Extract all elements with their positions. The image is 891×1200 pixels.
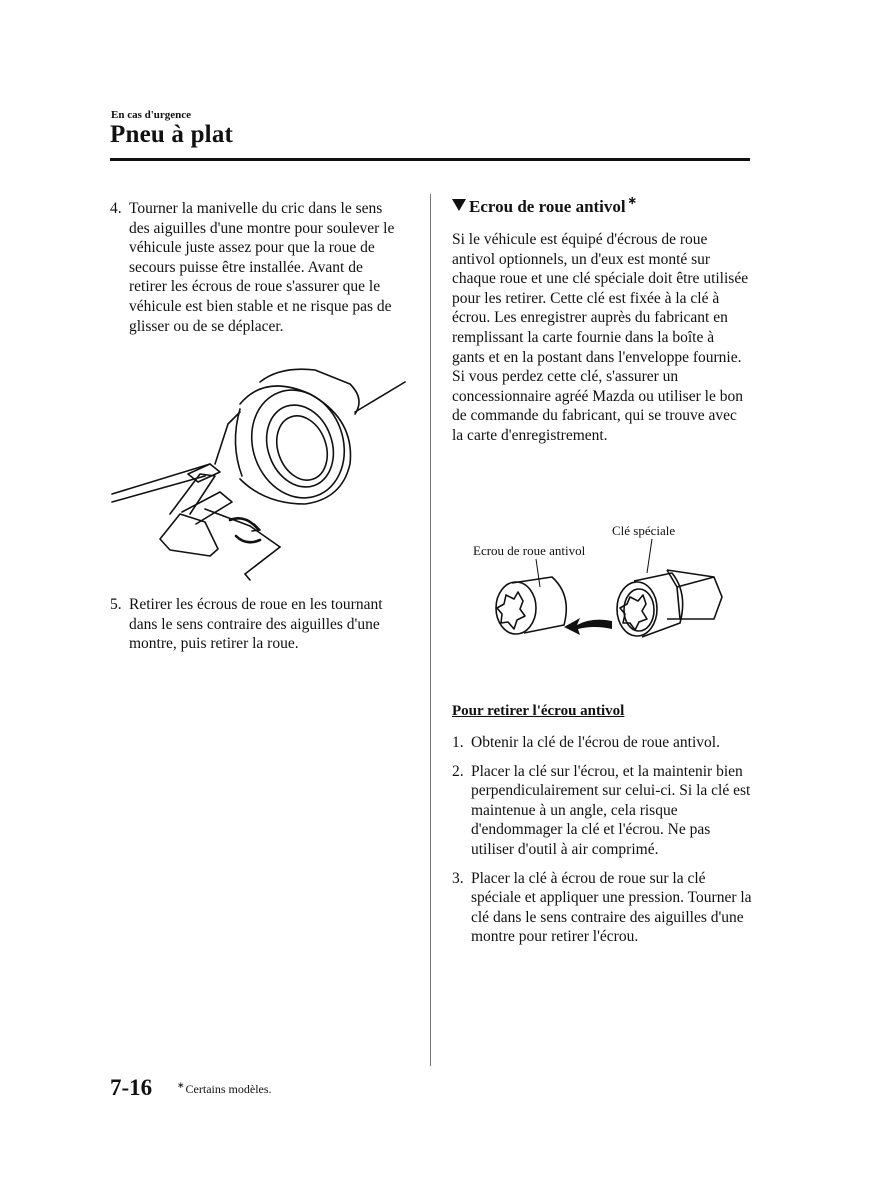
step-text: Tourner la manivelle du cric dans le sens des aiguilles d'une montre pour soulever le véhicule juste assez pour que la roue de secours puisse être installée. Avant de retirer les écrous de roue s'assurer que le véhicule est bien stable et ne risque pas de glisser ou de se déplacer.: [129, 200, 395, 335]
step-text: Retirer les écrous de roue en les tournant dans le sens contraire des aiguilles d'une montre, puis retirer la roue.: [129, 596, 383, 653]
wheel-arch: [260, 369, 359, 414]
heading-text: Ecrou de roue antivol: [469, 197, 626, 216]
tire-outer: [240, 386, 351, 504]
lock-nut-body: [512, 577, 566, 633]
jack-illustration: [110, 364, 410, 586]
lock-nut-pattern: [497, 592, 525, 629]
section-label: En cas d'urgence: [111, 109, 192, 121]
footnote-marker: ∗: [177, 1080, 185, 1090]
step-text: Placer la clé à écrou de roue sur la clé spéciale et appliquer une pression. Tourner la clé dans le sens contraire des aiguilles d'une montre pour retirer l'écrou.: [471, 869, 752, 946]
step-text: Placer la clé sur l'écrou, et la maintenir bien perpendiculairement sur celui-ci. Si la clé est maintenue à un angle, cela risque d'endommager la clé et l'écrou. Ne pas utiliser d'outil à air comprimé.: [471, 762, 751, 858]
special-key-label: Clé spéciale: [612, 523, 676, 538]
step-5: [110, 595, 400, 654]
insert-arrow-icon: [564, 618, 612, 635]
removal-subheading: Pour retirer l'écrou antivol: [452, 703, 625, 719]
special-key-pattern: [620, 595, 647, 630]
jack-base: [160, 514, 218, 556]
step-4: [110, 199, 400, 336]
footnote: [177, 1082, 272, 1097]
lock-nut-illustration: [452, 515, 752, 665]
step-number: 5.: [110, 596, 122, 613]
section-heading: [452, 197, 637, 217]
page-title: Pneu à plat: [110, 121, 234, 148]
step-text: Obtenir la clé de l'écrou de roue antivol.: [471, 734, 720, 751]
asterisk-marker: ∗: [627, 195, 637, 207]
removal-steps: [452, 733, 752, 956]
removal-step-1: [452, 733, 752, 753]
removal-step-3: [452, 869, 752, 947]
footnote-text: Certains modèles.: [185, 1082, 272, 1096]
title-rule: [110, 158, 750, 161]
step-number: 4.: [110, 200, 122, 217]
step-number: 2.: [452, 762, 464, 780]
column-divider: [430, 194, 431, 1066]
removal-step-2: [452, 762, 752, 860]
step-number: 1.: [452, 734, 464, 751]
page-number: 7-16: [110, 1075, 153, 1100]
crank-handle: [250, 526, 280, 547]
lock-nut-description: Si le véhicule est équipé d'écrous de roue antivol optionnels, un d'eux est monté sur chaque roue et une clé spéciale doit être utilisée pour les retirer. Cette clé est fixée à la clé à écrou. Les enregistrer auprès du fabricant en remplissant la carte fournie dans la boîte à gants et en la postant dans l'enveloppe fournie. Si vous perdez cette clé, s'assurer un concessionnaire agréé Mazda ou utiliser le bon de commande du fabricant, qui se trouve avec la carte d'enregistrement.: [452, 231, 749, 444]
step-number: 3.: [452, 869, 464, 887]
lock-nut-label: Ecrou de roue antivol: [473, 543, 586, 558]
triangle-marker-icon: [452, 199, 466, 211]
